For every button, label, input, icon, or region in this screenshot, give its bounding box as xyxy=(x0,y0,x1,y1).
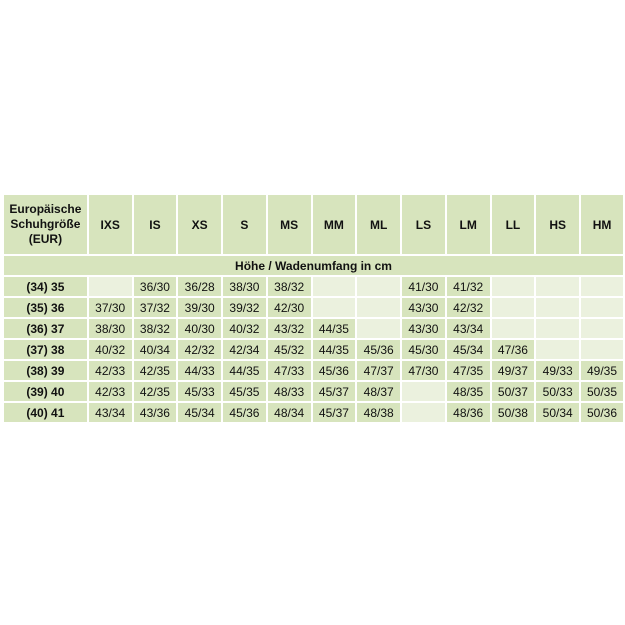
table-cell: 45/32 xyxy=(268,340,311,359)
table-cell: 47/33 xyxy=(268,361,311,380)
table-cell: 38/30 xyxy=(89,319,132,338)
row-size-label: (38) 39 xyxy=(4,361,87,380)
table-cell: 47/36 xyxy=(492,340,535,359)
size-chart xyxy=(2,193,625,424)
table-cell xyxy=(581,340,623,359)
table-cell: 50/34 xyxy=(536,403,579,422)
table-cell: 49/33 xyxy=(536,361,579,380)
table-cell xyxy=(536,340,579,359)
column-header: MS xyxy=(268,195,311,254)
table-cell: 42/35 xyxy=(134,361,177,380)
table-cell: 41/32 xyxy=(447,277,490,296)
table-cell: 40/30 xyxy=(178,319,221,338)
table-cell xyxy=(581,298,623,317)
table-cell: 50/33 xyxy=(536,382,579,401)
table-cell: 44/35 xyxy=(313,319,356,338)
corner-line-2: Schuhgröße xyxy=(10,217,81,231)
table-cell: 39/32 xyxy=(223,298,266,317)
table-cell: 47/35 xyxy=(447,361,490,380)
table-cell: 45/35 xyxy=(223,382,266,401)
corner-header xyxy=(4,195,87,254)
table-cell: 38/32 xyxy=(134,319,177,338)
table-cell: 45/30 xyxy=(402,340,445,359)
table-row xyxy=(4,277,623,296)
table-cell: 42/33 xyxy=(89,382,132,401)
row-size-label: (37) 38 xyxy=(4,340,87,359)
table-cell: 50/36 xyxy=(581,403,623,422)
column-header: ML xyxy=(357,195,400,254)
table-cell xyxy=(402,403,445,422)
column-header: LS xyxy=(402,195,445,254)
table-cell xyxy=(357,298,400,317)
row-size-label: (35) 36 xyxy=(4,298,87,317)
column-header: IXS xyxy=(89,195,132,254)
table-cell: 47/30 xyxy=(402,361,445,380)
table-cell: 48/33 xyxy=(268,382,311,401)
table-cell xyxy=(492,277,535,296)
table-cell: 49/35 xyxy=(581,361,623,380)
table-cell: 44/35 xyxy=(313,340,356,359)
column-header: LM xyxy=(447,195,490,254)
column-header: XS xyxy=(178,195,221,254)
table-cell: 42/32 xyxy=(178,340,221,359)
table-cell: 45/37 xyxy=(313,382,356,401)
table-row xyxy=(4,382,623,401)
table-cell: 38/30 xyxy=(223,277,266,296)
corner-line-3: (EUR) xyxy=(28,232,63,246)
table-cell xyxy=(357,319,400,338)
table-cell: 43/32 xyxy=(268,319,311,338)
header-row xyxy=(4,195,623,254)
column-header: HM xyxy=(581,195,623,254)
table-cell xyxy=(402,382,445,401)
row-size-label: (34) 35 xyxy=(4,277,87,296)
table-cell: 42/34 xyxy=(223,340,266,359)
table-cell: 48/37 xyxy=(357,382,400,401)
table-row xyxy=(4,340,623,359)
table-cell: 44/35 xyxy=(223,361,266,380)
table-cell: 42/35 xyxy=(134,382,177,401)
table-row xyxy=(4,361,623,380)
table-cell: 36/28 xyxy=(178,277,221,296)
table-cell xyxy=(313,277,356,296)
column-header: S xyxy=(223,195,266,254)
table-cell: 40/32 xyxy=(223,319,266,338)
table-cell: 42/32 xyxy=(447,298,490,317)
table-cell xyxy=(492,298,535,317)
row-size-label: (36) 37 xyxy=(4,319,87,338)
table-cell: 50/37 xyxy=(492,382,535,401)
table-cell: 43/34 xyxy=(89,403,132,422)
table-cell: 48/38 xyxy=(357,403,400,422)
table-cell: 40/32 xyxy=(89,340,132,359)
table-cell: 45/37 xyxy=(313,403,356,422)
table-cell: 48/35 xyxy=(447,382,490,401)
column-header: MM xyxy=(313,195,356,254)
row-size-label: (39) 40 xyxy=(4,382,87,401)
table-cell: 45/33 xyxy=(178,382,221,401)
table-cell xyxy=(492,319,535,338)
table-cell: 44/33 xyxy=(178,361,221,380)
table-cell xyxy=(536,277,579,296)
table-cell: 45/36 xyxy=(357,340,400,359)
table-cell xyxy=(313,298,356,317)
column-header: IS xyxy=(134,195,177,254)
size-table xyxy=(2,193,625,424)
table-cell: 48/36 xyxy=(447,403,490,422)
row-size-label: (40) 41 xyxy=(4,403,87,422)
table-cell: 39/30 xyxy=(178,298,221,317)
table-cell: 36/30 xyxy=(134,277,177,296)
table-cell: 41/30 xyxy=(402,277,445,296)
table-row xyxy=(4,403,623,422)
table-cell: 42/30 xyxy=(268,298,311,317)
table-cell: 37/30 xyxy=(89,298,132,317)
table-cell: 42/33 xyxy=(89,361,132,380)
subheader-row xyxy=(4,256,623,275)
column-header: LL xyxy=(492,195,535,254)
table-cell: 43/36 xyxy=(134,403,177,422)
table-cell: 45/34 xyxy=(447,340,490,359)
table-cell: 37/32 xyxy=(134,298,177,317)
table-cell: 43/30 xyxy=(402,319,445,338)
table-cell: 45/36 xyxy=(313,361,356,380)
table-cell: 40/34 xyxy=(134,340,177,359)
table-cell: 50/35 xyxy=(581,382,623,401)
table-row xyxy=(4,319,623,338)
table-cell xyxy=(89,277,132,296)
table-cell xyxy=(581,319,623,338)
table-cell xyxy=(536,319,579,338)
table-cell: 48/34 xyxy=(268,403,311,422)
subheader-cell: Höhe / Wadenumfang in cm xyxy=(4,256,623,275)
table-cell: 45/36 xyxy=(223,403,266,422)
column-header: HS xyxy=(536,195,579,254)
table-cell xyxy=(357,277,400,296)
table-cell: 49/37 xyxy=(492,361,535,380)
corner-line-1: Europäische xyxy=(9,202,82,216)
table-cell: 50/38 xyxy=(492,403,535,422)
table-row xyxy=(4,298,623,317)
table-cell: 43/34 xyxy=(447,319,490,338)
table-cell xyxy=(536,298,579,317)
table-cell: 43/30 xyxy=(402,298,445,317)
table-cell: 45/34 xyxy=(178,403,221,422)
table-cell: 38/32 xyxy=(268,277,311,296)
table-cell xyxy=(581,277,623,296)
table-cell: 47/37 xyxy=(357,361,400,380)
